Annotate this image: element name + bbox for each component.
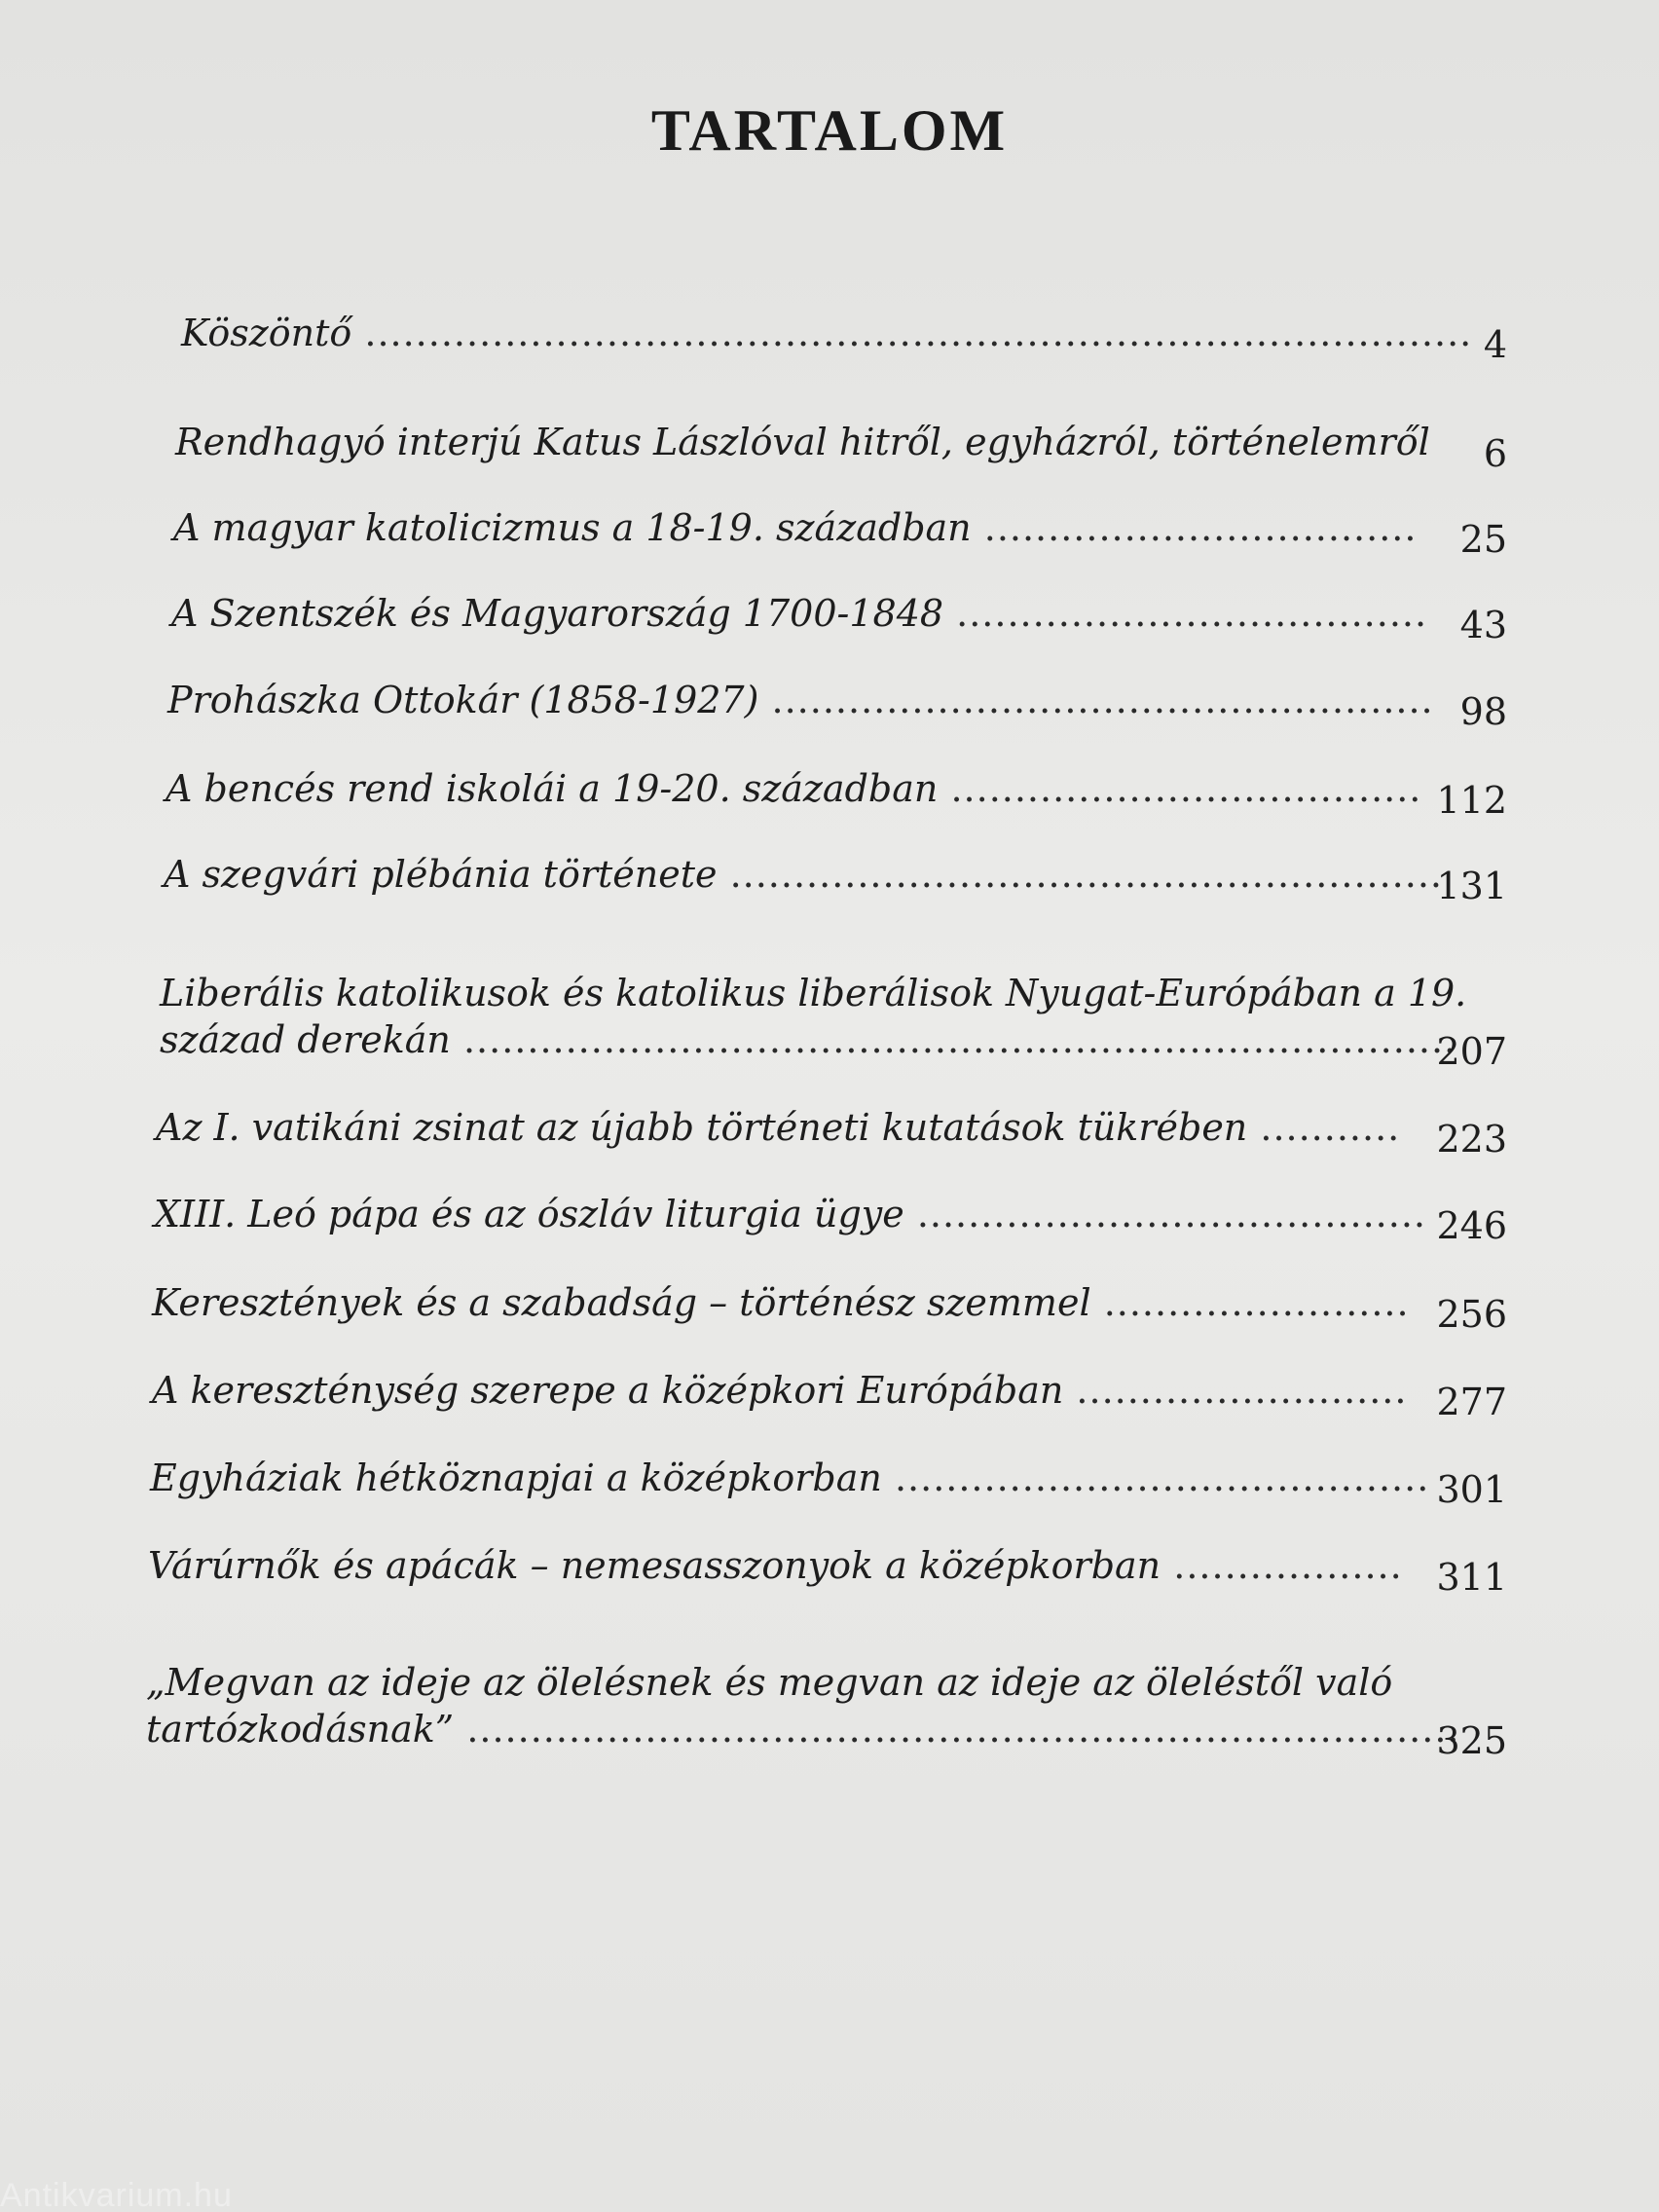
dot-leader: ..................................... [943,592,1428,635]
toc-page-number: 246 [1436,1204,1507,1247]
toc-page-number: 311 [1436,1556,1507,1599]
toc-entry [175,419,1430,465]
dot-leader: ........... [1247,1106,1401,1149]
dot-leader: .............................................................................. [454,1708,1460,1751]
dot-leader: .................................. [971,506,1418,549]
page-title: TARTALOM [650,98,1009,163]
toc-entry-title: A bencés rend iskolái a 19-20. században [166,767,939,810]
dot-leader: .............................................................................. [450,1018,1457,1061]
dot-leader: ........................................................ [717,853,1443,896]
toc-entry-title: Prohászka Ottokár (1858-1927) [167,679,759,721]
toc-entry-title: A szegvári plébánia története [164,853,718,896]
toc-entry [160,970,1467,1063]
toc-entry-title: század derekán [160,1018,451,1061]
toc-entry-title: Liberális katolikusok és katolikus liberálisok Nyugat-Európában a 19. [160,972,1467,1014]
toc-entry-title: Egyháziak hétköznapjai a középkorban [150,1456,882,1499]
toc-entry-title: A magyar katolicizmus a 18-19. században [173,506,972,549]
toc-entry-title: Az I. vatikáni zsinat az újabb történeti kutatások tükrében [156,1106,1248,1149]
toc-entry-title: Rendhagyó interjú Katus Lászlóval hitről, egyházról, történelemről [175,421,1430,463]
dot-leader: .................. [1161,1544,1403,1587]
toc-page-number: 25 [1459,518,1507,561]
toc-page-number: 98 [1459,690,1507,733]
toc-page-number: 301 [1436,1468,1507,1511]
toc-entry [171,590,1428,637]
toc-entry-title: A Szentszék és Magyarország 1700-1848 [171,592,944,635]
toc-entry [166,765,1422,812]
toc-entry-title: Várúrnők és apácák – nemesasszonyok a középkorban [148,1544,1161,1587]
toc-entry [146,1659,1460,1752]
toc-entry-title: „Megvan az ideje az ölelésnek és megvan az ideje az öleléstől való [146,1661,1393,1704]
toc-page-number: 43 [1459,604,1507,646]
toc-entry-title: XIII. Leó pápa és az ószláv liturgia ügye [154,1193,904,1235]
toc-entry-title: A kereszténység szerepe a középkori Európában [152,1369,1064,1412]
toc-entry-title: Köszöntő [181,312,352,354]
toc-entry [164,851,1443,898]
watermark: Antikvarium.hu [0,2177,233,2212]
toc-page-number: 325 [1436,1719,1507,1762]
toc-page-number: 6 [1483,432,1507,475]
toc-entry [167,677,1434,723]
toc-entry [156,1104,1401,1151]
dot-leader: ..................................... [938,767,1422,810]
toc-page-number: 131 [1436,865,1507,907]
toc-entry [150,1455,1430,1501]
toc-page-number: 256 [1436,1293,1507,1336]
toc-entry [152,1279,1410,1326]
toc-entry-title: Keresztények és a szabadság – történész szemmel [152,1281,1091,1324]
toc-page-number: 112 [1436,779,1507,822]
toc-entry [148,1542,1403,1589]
dot-leader: .......................................... [881,1456,1430,1499]
toc-page-number: 277 [1436,1381,1507,1423]
toc-page-number: 207 [1436,1030,1507,1073]
toc-entry [181,310,1473,356]
toc-page-number: 4 [1483,323,1507,366]
dot-leader: .................................................... [758,679,1434,721]
toc-entry [152,1367,1408,1414]
dot-leader: .......................... [1063,1369,1408,1412]
toc-entry [154,1191,1426,1237]
toc-entry [173,504,1418,551]
toc-page-number: 223 [1436,1118,1507,1161]
dot-leader: ........................ [1090,1281,1410,1324]
toc-entry-title: tartózkodásnak” [146,1708,455,1751]
dot-leader: ........................................ [903,1193,1426,1235]
dot-leader: ....................................................................................... [351,312,1473,354]
